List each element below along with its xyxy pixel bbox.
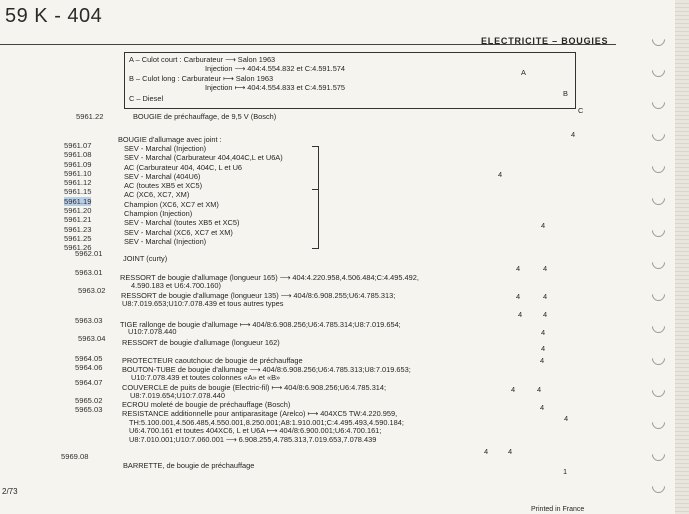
- part-desc: TIGE rallonge de bougie d'allumage ⟼ 404/8:6.908.256;U6:4.785.314;U8:7.019.654;: [120, 320, 401, 329]
- qty: 4: [541, 344, 546, 353]
- qty: 4: [571, 130, 576, 139]
- part-code: 5961.10: [64, 168, 92, 178]
- part-desc: COUVERCLE de puits de bougie (Electric-fil) ⟼ 404/8:6.908.256;U6:4.785.314;: [122, 383, 387, 392]
- part-code: 5961.21: [64, 215, 92, 225]
- part-desc-cont: U8:7.019.653;U10:7.078.439 et tous autres types: [122, 299, 284, 308]
- legend-line: B – Culot long : Carburateur ⟼ Salon 1963: [129, 74, 274, 83]
- legend-box: [124, 52, 576, 109]
- part-desc-cont: U8:7.019.654;U10:7.078.440: [130, 391, 225, 400]
- page-number: 2/73: [2, 487, 18, 496]
- qty: 4: [543, 310, 548, 319]
- part-desc: RESISTANCE additionnelle pour antiparasitage (Arelco) ⟼ 404XC5 TW:4.220.959,: [122, 409, 398, 418]
- part-code: 5964.06: [75, 363, 103, 372]
- qty-c: C: [578, 106, 584, 115]
- qty: 4: [541, 328, 546, 337]
- spark-plug-item: SEV - Marchal (XC6, XC7 et XM): [124, 227, 233, 237]
- part-code: 5961.12: [64, 178, 92, 188]
- part-code: 5961.09: [64, 159, 92, 169]
- spark-plug-item: SEV - Marchal (Carburateur 404,404C,L et U6A): [124, 153, 283, 163]
- part-desc-cont: 4.590.183 et U6:4.700.160): [131, 281, 221, 290]
- part-desc: BOUTON-TUBE de bougie d'allumage ⟶ 404/8:6.908.256;U6:4.785.313;U8:7.019.653;: [122, 365, 411, 374]
- part-desc-cont: U6:4.700.161 et toutes 404XC6, L et U6A ⟼ 404/8:6.900.001;U6:4.700.161;: [129, 426, 382, 435]
- spark-plug-item: SEV - Marchal (Injection): [124, 144, 207, 153]
- spark-plug-item: AC (toutes XB5 et XC5): [124, 181, 203, 191]
- spark-plug-item: SEV - Marchal (toutes XB5 et XC5): [124, 218, 240, 228]
- part-code: 5962.01: [75, 249, 103, 258]
- spark-plug-item: Champion (Injection): [124, 209, 193, 219]
- legend-line: Injection ⟶ 404:4.554.832 et C:4.591.574: [205, 64, 346, 73]
- bracket-upper: [312, 146, 319, 190]
- binder-hole: [649, 285, 667, 303]
- spark-plug-item: AC (Carburateur 404, 404C, L et U6: [124, 162, 243, 172]
- part-code: 5961.20: [64, 206, 92, 216]
- paper-edge: [675, 0, 689, 514]
- part-desc: RESSORT de bougie d'allumage (longueur 165) ⟶ 404:4.220.958,4.506.484;C:4.495.492,: [120, 273, 419, 282]
- binder-hole: [649, 381, 667, 399]
- legend-qty: B: [563, 89, 568, 98]
- legend-line: A – Culot court : Carburateur ⟶ Salon 1963: [129, 55, 276, 64]
- part-desc: BOUGIE de préchauffage, de 9,5 V (Bosch): [133, 112, 277, 121]
- qty: 4: [540, 403, 545, 412]
- part-desc: RESSORT de bougie d'allumage (longueur 162): [122, 338, 280, 347]
- part-code: 5963.03: [75, 316, 103, 325]
- bracket-lower: [312, 189, 319, 249]
- qty: 4: [540, 356, 545, 365]
- part-code: 5961.25: [64, 233, 92, 243]
- qty: 4: [516, 292, 521, 301]
- part-desc: BARRETTE, de bougie de préchauffage: [123, 461, 255, 470]
- binder-hole: [649, 189, 667, 207]
- qty: 4: [511, 385, 516, 394]
- part-desc: PROTECTEUR caoutchouc de bougie de préchauffage: [122, 356, 303, 365]
- part-desc-cont: TH:5.100.001,4.506.485,4.550.001,8.250.001;A8:1.910.001;C:4.495.493,4.590.184;: [129, 418, 404, 427]
- part-code: 5969.08: [61, 452, 89, 461]
- spark-plug-item: SEV - Marchal (404U6): [124, 171, 201, 181]
- spark-plug-list: [124, 144, 283, 246]
- binder-hole: [649, 61, 667, 79]
- qty: 4: [543, 264, 548, 273]
- part-code: 5961.23: [64, 224, 92, 234]
- part-code: 5963.02: [78, 286, 106, 295]
- binder-hole: [649, 349, 667, 367]
- qty: 4: [537, 385, 542, 394]
- part-code: 5963.04: [78, 334, 106, 343]
- legend-qty: A: [521, 68, 526, 77]
- binder-hole: [649, 477, 667, 495]
- part-desc: BOUGIE d'allumage avec joint :: [118, 135, 222, 144]
- part-desc: RESSORT de bougie d'allumage (longueur 135) ⟶ 404/8:6.908.255;U6:4.785.313;: [121, 291, 396, 300]
- part-code: 5961.15: [64, 187, 92, 197]
- spark-plug-item: Champion (XC6, XC7 et XM): [124, 199, 219, 209]
- part-code: 5961.22: [76, 112, 104, 121]
- part-code-highlighted: 5961.19: [64, 196, 92, 206]
- binder-hole: [649, 125, 667, 143]
- binder-hole: [649, 253, 667, 271]
- binder-hole: [649, 413, 667, 431]
- qty: 4: [498, 170, 503, 179]
- legend-line: Injection ⟼ 404:4.554.833 et C:4.591.575: [205, 83, 346, 92]
- spark-plug-item: AC (XC6, XC7, XM): [124, 190, 190, 200]
- qty: 4: [484, 447, 489, 456]
- binder-hole: [649, 30, 667, 48]
- part-code: 5961.26: [64, 243, 92, 253]
- part-code: 5961.08: [64, 150, 92, 160]
- legend-line: C – Diesel: [129, 94, 164, 103]
- qty: 4: [516, 264, 521, 273]
- part-desc: JOINT (curty): [123, 254, 168, 263]
- part-desc-cont: U8:7.010.001;U10:7.060.001 ⟶ 6.908.255,4.785.313,7.019.653,7.078.439: [129, 435, 377, 444]
- part-code: 5965.02: [75, 396, 103, 405]
- qty: 4: [564, 414, 569, 423]
- qty: 1: [563, 467, 568, 476]
- part-code: 5965.03: [75, 405, 103, 414]
- part-code: 5961.07: [64, 141, 92, 150]
- binder-hole: [649, 93, 667, 111]
- printed-note: Printed in France: [531, 506, 585, 513]
- binder-hole: [649, 221, 667, 239]
- section-title: ELECTRICITE – BOUGIES: [481, 36, 609, 46]
- binder-hole: [649, 317, 667, 335]
- spark-code-list: [64, 141, 91, 253]
- binder-hole: [649, 157, 667, 175]
- page-code: 59 K - 404: [5, 5, 103, 27]
- part-desc-cont: U10:7.078.440: [128, 327, 177, 336]
- part-code: 5963.01: [75, 268, 103, 277]
- qty: 4: [543, 292, 548, 301]
- qty: 4: [518, 310, 523, 319]
- qty: 4: [508, 447, 513, 456]
- part-desc-cont: U10:7.078.439 et toutes colonnes «A» et «B»: [131, 373, 281, 382]
- spark-plug-item: SEV - Marchal (Injection): [124, 236, 207, 246]
- part-desc: ECROU moleté de bougie de préchauffage (Bosch): [122, 400, 291, 409]
- part-code: 5964.05: [75, 354, 103, 363]
- binder-hole: [649, 445, 667, 463]
- qty: 4: [541, 221, 546, 230]
- part-code: 5964.07: [75, 378, 103, 387]
